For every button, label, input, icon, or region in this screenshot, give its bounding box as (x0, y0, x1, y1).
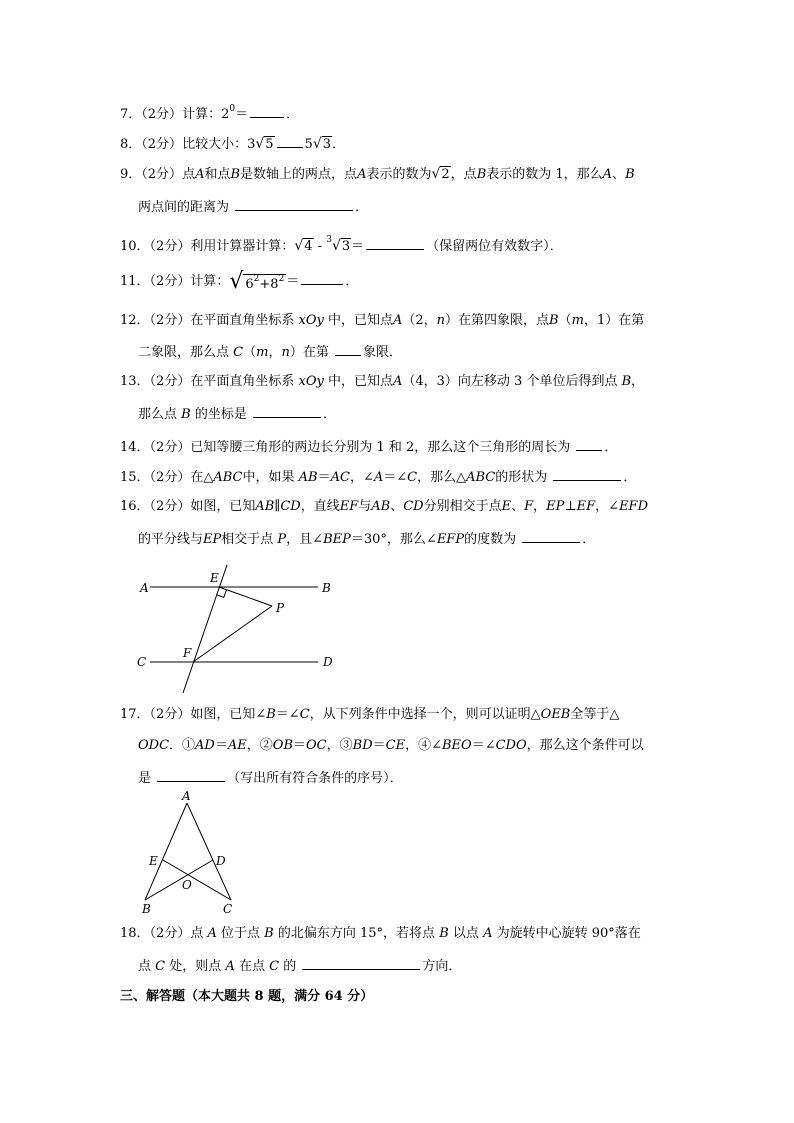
label-p: P (276, 601, 285, 615)
answer-blank (250, 103, 284, 118)
side-ac (187, 803, 231, 900)
label-b: B (142, 902, 151, 916)
question-16-line2: 的平分线与EP相交于点 P，且∠BEP＝30°，那么∠EFP的度数为 ． (138, 528, 595, 550)
label-d: D (323, 655, 333, 669)
question-18-line2: 点 C 处，则点 A 在点 C 的 方向． (138, 955, 461, 977)
label-f: F (183, 646, 192, 660)
answer-blank (235, 196, 353, 211)
answer-blank (553, 466, 621, 481)
question-8: 8．（2分）比较大小：3√5 5√3． (120, 133, 345, 155)
label-c: C (223, 902, 233, 916)
label-e: E (149, 854, 158, 868)
label-b: B (322, 581, 331, 595)
answer-blank (302, 955, 420, 970)
question-17-line3: 是 （写出所有符合条件的序号）． (138, 767, 403, 789)
answer-blank (157, 767, 225, 782)
label-a: A (140, 581, 149, 595)
question-11: 11．（2分）计算： √ $6^2+8^2$ ＝ ． (120, 268, 359, 294)
answer-blank (277, 133, 303, 148)
question-15: 15．（2分）在△ABC中，如果 AB＝AC，∠A＝∠C，那么△ABC的形状为 ． (120, 466, 636, 488)
segment-fp (193, 606, 272, 662)
question-12: 12．（2分）在平面直角坐标系 xOy 中，已知点A（2，n）在第四象限，点B（m，1）在第 (120, 313, 645, 328)
question-17-line2: ODC．①AD＝AE，②OB＝OC，③BD＝CE，④∠BEO＝∠CDO，那么这个条件可以 (138, 738, 644, 753)
question-13-line2: 那么点 B 的坐标是 ． (138, 403, 336, 425)
label-a: A (182, 789, 191, 803)
question-9: 9．（2分）点A和点B是数轴上的两点，点A表示的数为√2，点B表示的数为 1，那么A、B (120, 166, 635, 182)
question-16: 16．（2分）如图，已知AB∥CD，直线EF与AB、CD分别相交于点E、F，EP⊥EF，∠EFD (120, 499, 648, 514)
line-ef (183, 565, 227, 693)
question-17: 17．（2分）如图，已知∠B＝∠C，从下列条件中选择一个，则可以证明△OEB全等于△ (120, 707, 620, 722)
segment-ep (219, 587, 272, 606)
answer-blank (366, 235, 424, 250)
question-7: 7．（2分）计算：$2^0=$ ． (120, 104, 300, 122)
answer-blank (253, 403, 321, 418)
question-13: 13．（2分）在平面直角坐标系 xOy 中，已知点A（4，3）向左移动 3 个单位后得到点 B， (120, 374, 645, 389)
q17-figure (135, 788, 245, 918)
question-18: 18．（2分）点 A 位于点 B 的北偏东方向 15°，若将点 B 以点 A 为旋转中心旋转 90°落在 (120, 926, 641, 941)
side-ab (145, 803, 187, 900)
answer-blank (301, 270, 343, 285)
question-9-line2: 两点间的距离为 ． (138, 196, 368, 218)
label-e: E (210, 571, 219, 585)
answer-blank (522, 528, 580, 543)
label-d: D (216, 854, 226, 868)
answer-blank (576, 436, 602, 451)
question-14: 14．（2分）已知等腰三角形的两边长分别为 1 和 2，那么这个三角形的周长为 ． (120, 436, 617, 458)
answer-blank (335, 341, 361, 356)
q16-figure (130, 565, 350, 700)
label-c: C (137, 655, 147, 669)
section-heading: 三、解答题（本大题共 8 题，满分 64 分） (120, 989, 374, 1004)
question-12-line2: 二象限，那么点 C（m，n）在第 象限． (138, 341, 402, 363)
question-10: 10．（2分）利用计算器计算：√4 - $^3$√3＝ （保留两位有效数字）． (120, 235, 563, 254)
label-o: O (182, 878, 192, 892)
